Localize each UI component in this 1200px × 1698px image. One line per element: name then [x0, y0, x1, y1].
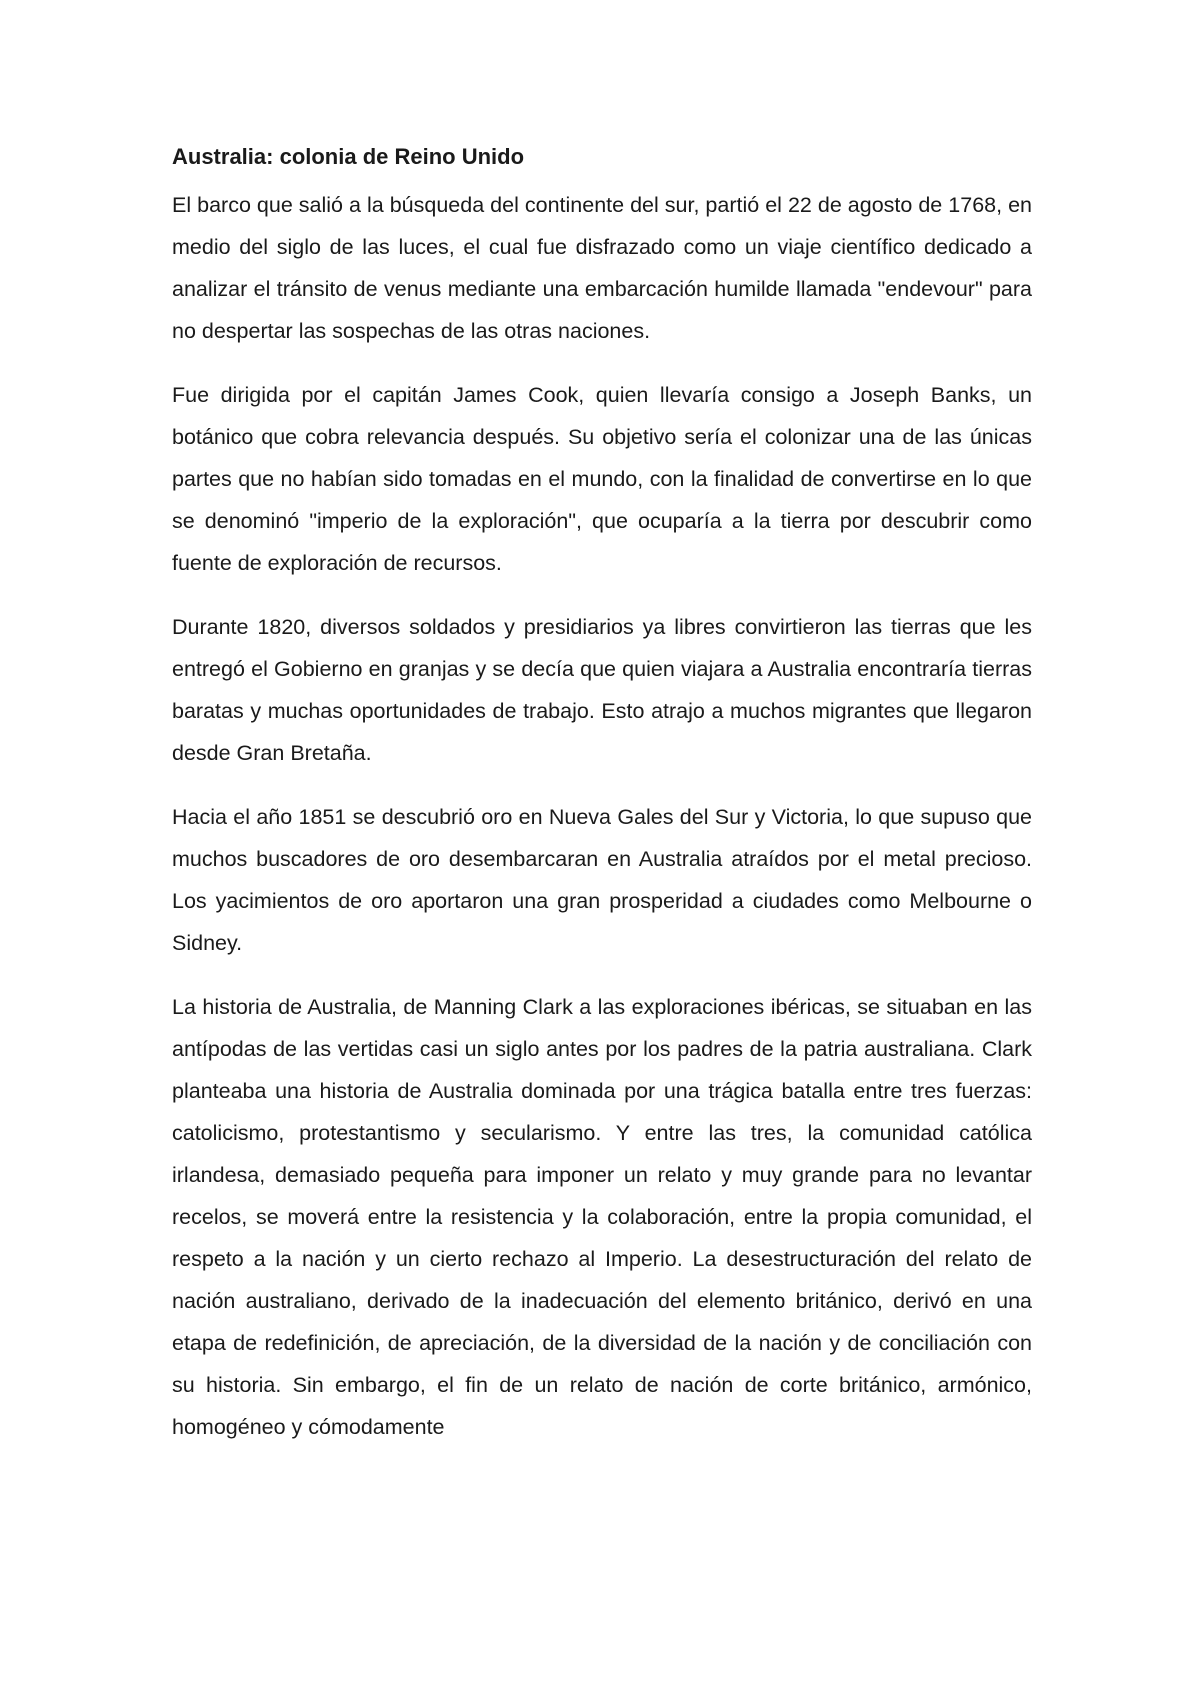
paragraph-1820-settlers: Durante 1820, diversos soldados y presidiarios ya libres convirtieron las tierras que les entregó el Gobierno en granjas y se decía que quien viajara a Australia encontraría tierras baratas y muchas oportunidades de trabajo. Esto atrajo a muchos migrantes que llegaron desde Gran Bretaña.: [172, 615, 1032, 765]
document-title: Australia: colonia de Reino Unido: [172, 144, 525, 169]
paragraph-james-cook: Fue dirigida por el capitán James Cook, quien llevaría consigo a Joseph Banks, un botánico que cobra relevancia después. Su objetivo sería el colonizar una de las únicas partes que no habían sido tomadas en el mundo, con la finalidad de convertirse en lo que se denominó "imperio de la exploración", que ocuparía a la tierra por descubrir como fuente de exploración de recursos.: [172, 383, 1032, 575]
paragraph-manning-clark: La historia de Australia, de Manning Clark a las exploraciones ibéricas, se situaban en las antípodas de las vertidas casi un siglo antes por los padres de la patria australiana. Clark planteaba una historia de Australia dominada por una trágica batalla entre tres fuerzas: catolicismo, protestantismo y secularismo. Y entre las tres, la comunidad católica irlandesa, demasiado pequeña para imponer un relato y muy grande para no levantar recelos, se moverá entre la resistencia y la colaboración, entre la propia comunidad, el respeto a la nación y un cierto rechazo al Imperio. La desestructuración del relato de nación australiano, derivado de la inadecuación del elemento británico, derivó en una etapa de redefinición, de apreciación, de la diversidad de la nación y de conciliación con su historia. Sin embargo, el fin de un relato de nación de corte británico, armónico, homogéneo y cómodamente: [172, 995, 1032, 1439]
paragraph-voyage: El barco que salió a la búsqueda del continente del sur, partió el 22 de agosto de 1768, en medio del siglo de las luces, el cual fue disfrazado como un viaje científico dedicado a analizar el tránsito de venus mediante una embarcación humilde llamada "endevour" para no despertar las sospechas de las otras naciones.: [172, 193, 1032, 343]
paragraph-gold-rush: Hacia el año 1851 se descubrió oro en Nueva Gales del Sur y Victoria, lo que supuso que muchos buscadores de oro desembarcaran en Australia atraídos por el metal precioso. Los yacimientos de oro aportaron una gran prosperidad a ciudades como Melbourne o Sidney.: [172, 805, 1032, 955]
document-body: [172, 140, 1032, 1470]
